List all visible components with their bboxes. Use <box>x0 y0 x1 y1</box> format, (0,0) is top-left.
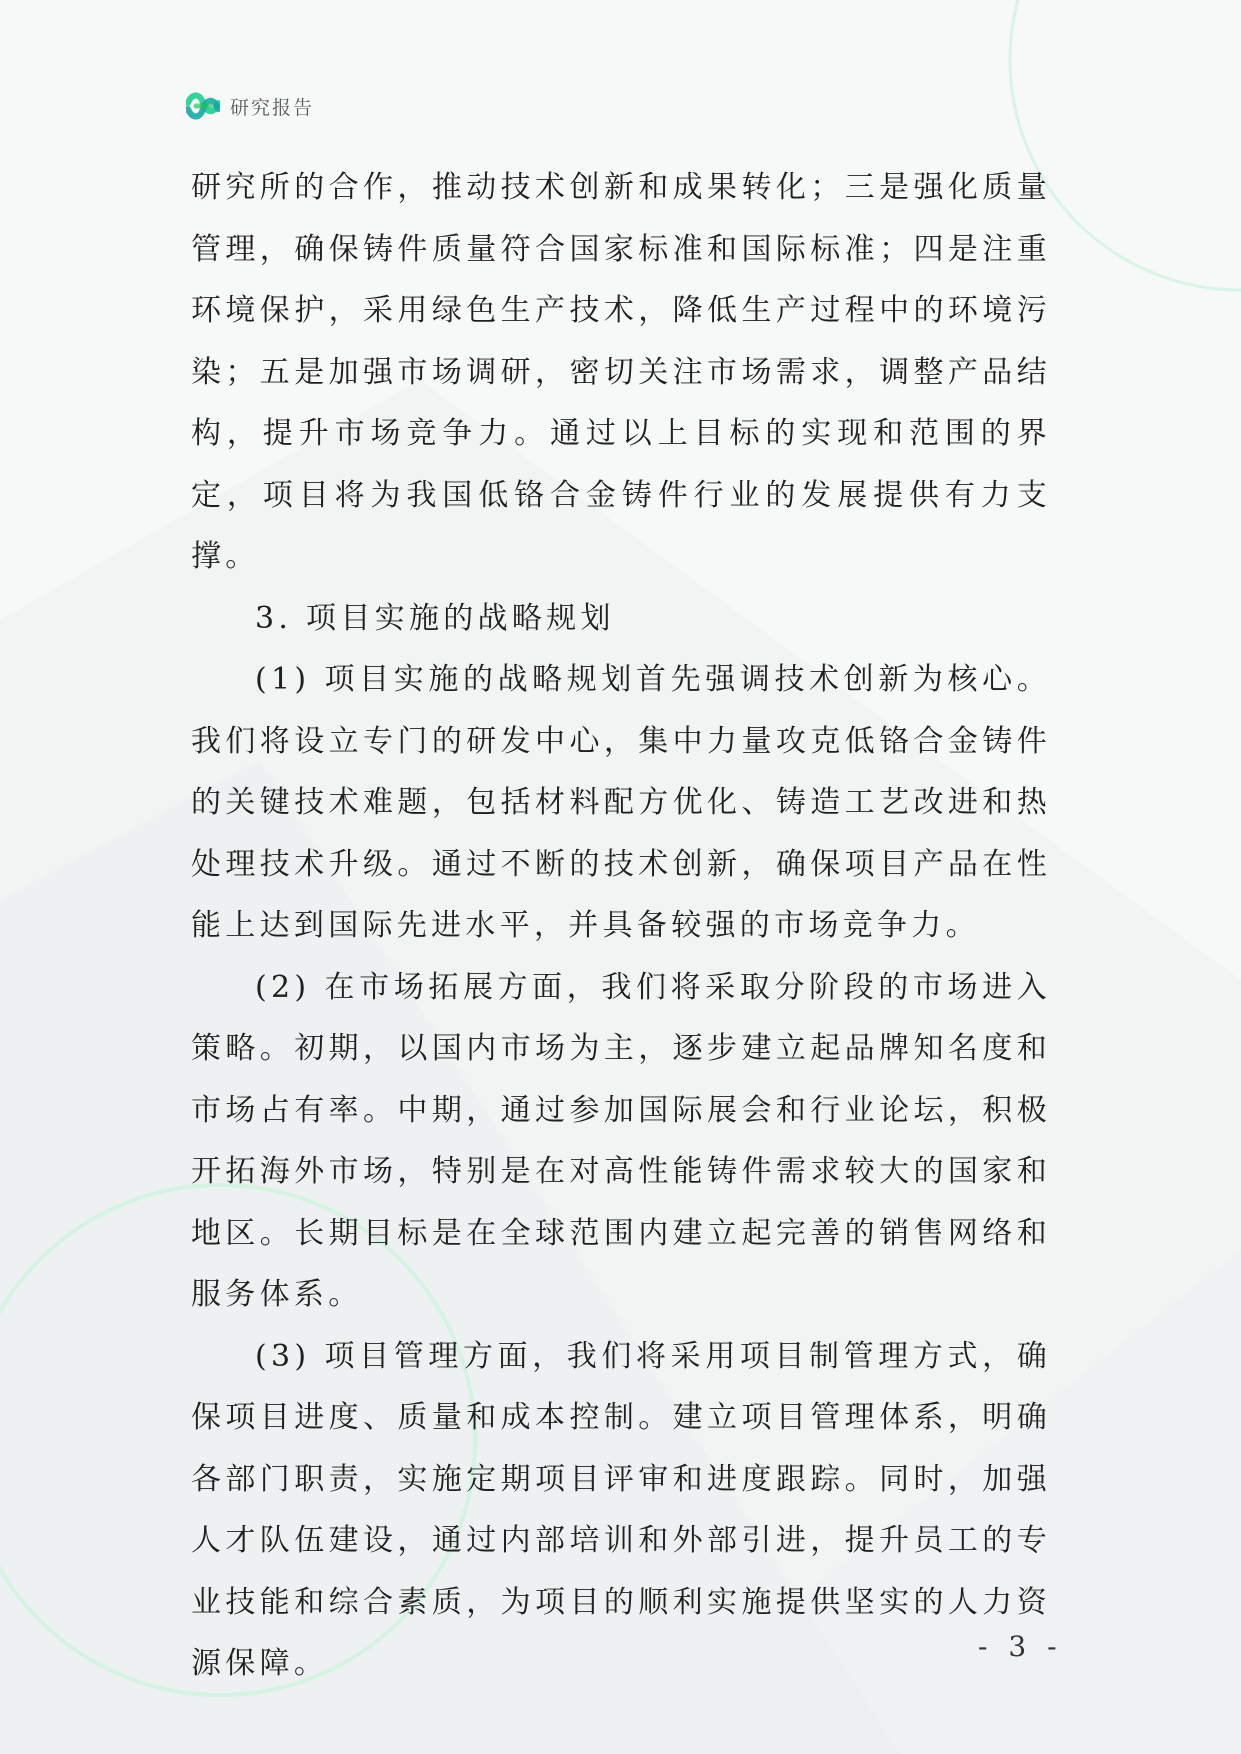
section-heading: 3. 项目实施的战略规划 <box>255 600 615 636</box>
brand-logo-icon <box>186 91 220 121</box>
header-title: 研究报告 <box>230 96 315 119</box>
section-item-2: (2) 在市场拓展方面，我们将采取分阶段的市场进入策略。初期，以国内市场为主，逐步建立起品牌知名度和市场占有率。中期，通过参加国际展会和行业论坛，积极开拓海外市场，特别是在对高性能铸件需求较大的国家和地区。长期目标是在全球范围内建立起完善的销售网络和服务体系。 <box>191 969 1051 1312</box>
report-header <box>186 88 314 124</box>
body-paragraph: 研究所的合作，推动技术创新和成果转化；三是强化质量管理，确保铸件质量符合国家标准和国际标准；四是注重环境保护，采用绿色生产技术，降低生产过程中的环境污染；五是加强市场调研，密切关注市场需求，调整产品结构，提升市场竞争力。通过以上目标的实现和范围的界定，项目将为我国低铬合金铸件行业的发展提供有力支撑。 <box>191 170 1051 574</box>
section-item-3: (3) 项目管理方面，我们将采用项目制管理方式，确保项目进度、质量和成本控制。建立项目管理体系，明确各部门职责，实施定期项目评审和进度跟踪。同时，加强人才队伍建设，通过内部培训和外部引进，提升员工的专业技能和综合素质，为项目的顺利实施提供坚实的人力资源保障。 <box>191 1338 1051 1681</box>
section-item-1: (1) 项目实施的战略规划首先强调技术创新为核心。我们将设立专门的研发中心，集中力量攻克低铬合金铸件的关键技术难题，包括材料配方优化、铸造工艺改进和热处理技术升级。通过不断的技术创新，确保项目产品在性能上达到国际先进水平，并具备较强的市场竞争力。 <box>191 662 1051 943</box>
page-number: - 3 - <box>978 1630 1063 1663</box>
document-body <box>191 157 1051 1695</box>
